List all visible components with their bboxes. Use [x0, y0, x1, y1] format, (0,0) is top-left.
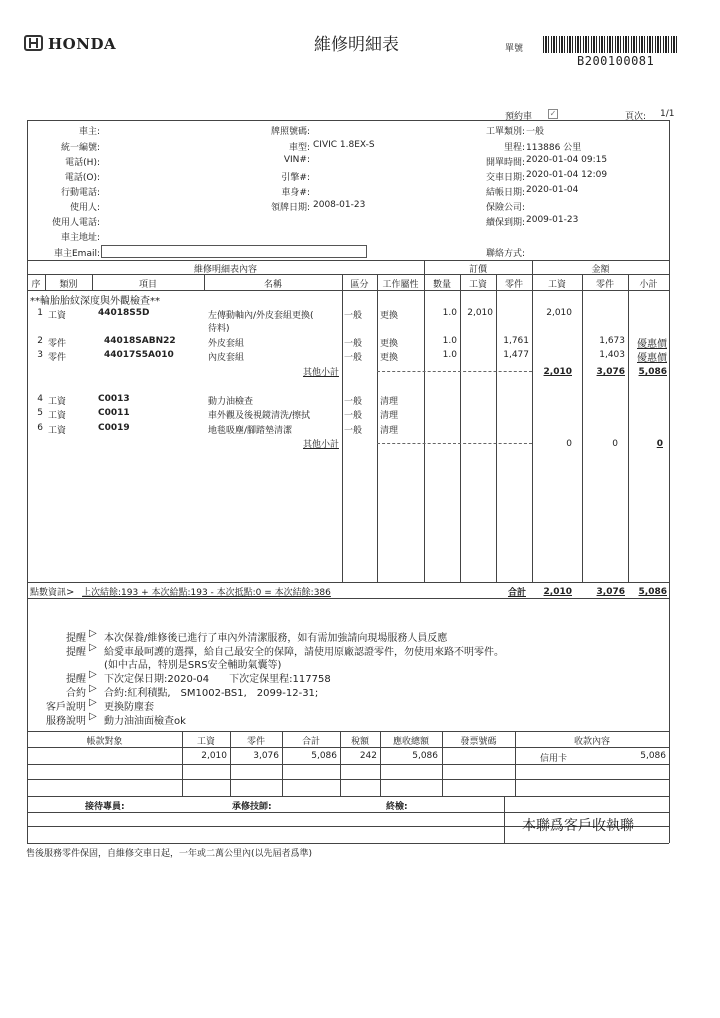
owner-label: 車主:	[78, 127, 100, 137]
mileage-value: 113886 公里	[526, 143, 582, 153]
phone-o-label: 電話(O):	[64, 173, 100, 183]
group-order-header: 訂價	[468, 265, 487, 275]
delivery-label: 交車日期:	[485, 173, 525, 183]
close-value: 2020-01-04	[526, 185, 579, 195]
insurer-label: 保險公司:	[485, 203, 525, 213]
service-note-label: 服務說明	[46, 716, 86, 727]
mobile-label: 行動電話:	[60, 188, 100, 198]
reminder-text: 給愛車最呵護的選擇，給自己最安全的保障，請使用原廠認證零件，勿使用來路不明零件。	[104, 647, 504, 658]
license-date-value: 2008-01-23	[313, 200, 366, 210]
row-division: 一般	[344, 397, 363, 407]
row-work-attr: 清理	[380, 426, 399, 436]
email-label: 車主Email:	[53, 249, 100, 259]
row-division: 一般	[344, 426, 363, 436]
warranty-note: 售後服務零件保固，自維修交車日起，一年或二萬公里內(以先屆者爲準)	[26, 849, 313, 859]
open-time-value: 2020-01-04 09:15	[526, 155, 608, 165]
grand-total: 5,086	[638, 587, 667, 597]
reminder-label: 提醒	[66, 647, 86, 658]
play-arrow-icon: ▷	[89, 697, 97, 708]
phone-h-label: 電話(H):	[65, 158, 100, 168]
col-item: 項目	[138, 280, 157, 290]
col-work-attr: 工作屬性	[382, 280, 419, 290]
subtotal-labor: 2,010	[543, 367, 572, 377]
pay-col-receivable: 應收總額	[392, 737, 429, 747]
play-arrow-icon: ▷	[89, 669, 97, 680]
pay-col-total: 合計	[301, 737, 320, 747]
play-arrow-icon: ▷	[89, 642, 97, 653]
close-label: 結帳日期:	[485, 188, 525, 198]
play-arrow-icon: ▷	[89, 683, 97, 694]
group-details-header: 維修明細表內容	[193, 265, 257, 275]
row-work-attr: 清理	[380, 397, 399, 407]
row-price-parts: 1,477	[503, 350, 529, 360]
row-item: 44017S5A010	[104, 350, 174, 360]
row-no: 6	[37, 423, 43, 433]
vin-label: VIN#:	[283, 155, 310, 165]
pay-tax: 242	[359, 751, 377, 761]
row-item: C0013	[98, 394, 130, 404]
row-price-parts: 1,761	[503, 336, 529, 346]
col-amount-labor: 工資	[547, 280, 566, 290]
row-work-attr: 更換	[380, 311, 399, 321]
pay-col-labor: 工資	[196, 737, 215, 747]
row-item: 44018SABN22	[104, 336, 176, 346]
subtotal-parts: 0	[612, 439, 618, 449]
row-division: 一般	[344, 311, 363, 321]
row-amount-labor: 2,010	[546, 308, 572, 318]
row-work-attr: 清理	[380, 411, 399, 421]
grand-total-label: 合計	[507, 588, 526, 598]
contact-label: 聯絡方式:	[485, 249, 525, 259]
reminder-text: 下次定保日期:2020-04 下次定保里程:117758	[104, 674, 331, 685]
renew-label: 續保到期:	[485, 218, 525, 228]
row-no: 2	[37, 336, 43, 346]
row-work-attr: 更換	[380, 339, 399, 349]
row-amount-parts: 1,673	[599, 336, 625, 346]
row-category: 零件	[48, 353, 67, 363]
row-discount-note: 優惠價	[637, 353, 667, 364]
row-division: 一般	[344, 353, 363, 363]
row-amount-parts: 1,403	[599, 350, 625, 360]
row-name: 內皮套組	[208, 353, 245, 363]
brand-name: HONDA	[48, 35, 117, 53]
col-category: 類別	[59, 280, 78, 290]
customer-note-label: 客戶說明	[46, 702, 86, 713]
col-price-labor: 工資	[468, 280, 487, 290]
customer-copy-label: 本聯爲客戶收執聯	[522, 818, 634, 834]
row-category: 工資	[48, 311, 67, 321]
row-item: C0019	[98, 423, 130, 433]
grand-total-labor: 2,010	[543, 587, 572, 597]
other-subtotal-label: 其他小計	[302, 368, 339, 378]
grand-total-parts: 3,076	[596, 587, 625, 597]
doc-no: B200100081	[577, 54, 655, 68]
pay-method: 信用卡	[540, 754, 568, 764]
row-division: 一般	[344, 411, 363, 421]
reservation-checkbox[interactable]: ✓	[549, 109, 557, 118]
row-no: 4	[37, 394, 43, 404]
row-category: 零件	[48, 339, 67, 349]
page-label: 頁次:	[625, 112, 647, 122]
col-qty: 數量	[432, 280, 451, 290]
reminder-text-cont: (如中古品，特別是SRS安全輔助氣囊等)	[104, 660, 282, 671]
pay-col-content: 收款內容	[573, 737, 610, 747]
reminder-text: 本次保養/維修後已進行了車內外清潔服務，如有需加強請向現場服務人員反應	[104, 633, 448, 644]
user-phone-label: 使用人電話:	[51, 218, 100, 228]
col-price-parts: 零件	[504, 280, 523, 290]
col-amount-parts: 零件	[595, 280, 614, 290]
col-division: 區分	[350, 280, 369, 290]
row-qty: 1.0	[442, 350, 457, 360]
contract-text: 合約:紅利積點, SM1002-BS1, 2099-12-31;	[104, 688, 319, 699]
pay-receivable: 5,086	[412, 751, 438, 761]
row-name: 地毯吸塵/腳踏墊清潔	[208, 426, 293, 436]
pay-col-invoice: 發票號碼	[460, 737, 497, 747]
inspection-label: 終檢:	[386, 802, 408, 812]
renew-value: 2009-01-23	[526, 215, 579, 225]
model-value: CIVIC 1.8EX-S	[313, 140, 375, 150]
play-arrow-icon: ▷	[89, 711, 97, 722]
row-name: 動力油檢查	[208, 397, 254, 407]
row-qty: 1.0	[442, 336, 457, 346]
body-label: 車身#:	[281, 188, 310, 198]
page-title: 維修明細表	[314, 35, 399, 55]
row-no: 5	[37, 408, 43, 418]
row-category: 工資	[48, 397, 67, 407]
pay-col-parts: 零件	[246, 737, 265, 747]
plate-label: 牌照號碼:	[270, 127, 310, 137]
subtotal-parts: 3,076	[596, 367, 625, 377]
mileage-label: 里程:	[503, 143, 525, 153]
order-type-label: 工單類別:	[485, 127, 525, 137]
col-no: 序	[31, 280, 41, 290]
play-arrow-icon: ▷	[89, 628, 97, 639]
doc-no-label: 單號	[505, 44, 524, 54]
row-item: C0011	[98, 408, 130, 418]
row-name: 左傳動軸內/外皮套組更換(	[208, 311, 314, 321]
row-category: 工資	[48, 411, 67, 421]
row-qty: 1.0	[442, 308, 457, 318]
row-price-labor: 2,010	[467, 308, 493, 318]
col-subtotal: 小計	[639, 280, 658, 290]
row-name-cont: 待料)	[208, 324, 230, 334]
honda-logo-icon	[24, 35, 43, 51]
arrow-right-icon: >	[66, 587, 75, 598]
pay-parts: 3,076	[253, 751, 279, 761]
pay-col-tax: 稅額	[350, 737, 369, 747]
address-label: 車主地址:	[60, 233, 100, 243]
group-amount-header: 金額	[591, 265, 610, 275]
reminder-label: 提醒	[66, 674, 86, 685]
pay-labor: 2,010	[201, 751, 227, 761]
technician-label: 承修技師:	[232, 802, 272, 812]
other-subtotal-label: 其他小計	[302, 440, 339, 450]
row-no: 1	[37, 308, 43, 318]
reminder-label: 提醒	[66, 633, 86, 644]
contract-label: 合約	[66, 688, 86, 699]
pay-method-amount: 5,086	[640, 751, 666, 761]
open-time-label: 開單時間:	[485, 158, 525, 168]
row-category: 工資	[48, 426, 67, 436]
model-label: 車型:	[288, 143, 310, 153]
tax-id-label: 統一編號:	[60, 143, 100, 153]
reception-label: 接待專員:	[85, 802, 125, 812]
order-type-value: 一般	[526, 127, 545, 137]
user-label: 使用人:	[69, 203, 100, 213]
email-field	[101, 245, 367, 258]
service-note-text: 動力油油面檢查ok	[104, 716, 186, 727]
delivery-value: 2020-01-04 12:09	[526, 170, 608, 180]
subtotal-labor: 0	[566, 439, 572, 449]
license-date-label: 領牌日期:	[270, 203, 310, 213]
pay-col-target: 帳款對象	[86, 737, 123, 747]
pay-total: 5,086	[311, 751, 337, 761]
row-name: 外皮套組	[208, 339, 245, 349]
col-name: 名稱	[263, 280, 282, 290]
page-value: 1/1	[660, 109, 675, 119]
barcode-icon	[543, 36, 677, 53]
row-discount-note: 優惠價	[637, 339, 667, 350]
engine-label: 引擎#:	[281, 173, 310, 183]
points-label: 點數資訊>	[30, 587, 75, 598]
row-division: 一般	[344, 339, 363, 349]
customer-note-text: 更換防塵套	[104, 702, 154, 713]
points-line: 上次結餘:193 + 本次給點:193 - 本次抵點:0 = 本次結餘:386	[82, 588, 331, 598]
subtotal-total: 5,086	[638, 367, 667, 377]
row-work-attr: 更換	[380, 353, 399, 363]
subtotal-total: 0	[656, 439, 663, 449]
reservation-label: 預約車	[505, 112, 533, 122]
row-name: 車外觀及後視鏡清洗/擦拭	[208, 411, 311, 421]
section-title: **輪胎胎紋深度與外觀檢查**	[30, 296, 160, 307]
row-no: 3	[37, 350, 43, 360]
row-item: 44018S5D	[98, 308, 150, 318]
